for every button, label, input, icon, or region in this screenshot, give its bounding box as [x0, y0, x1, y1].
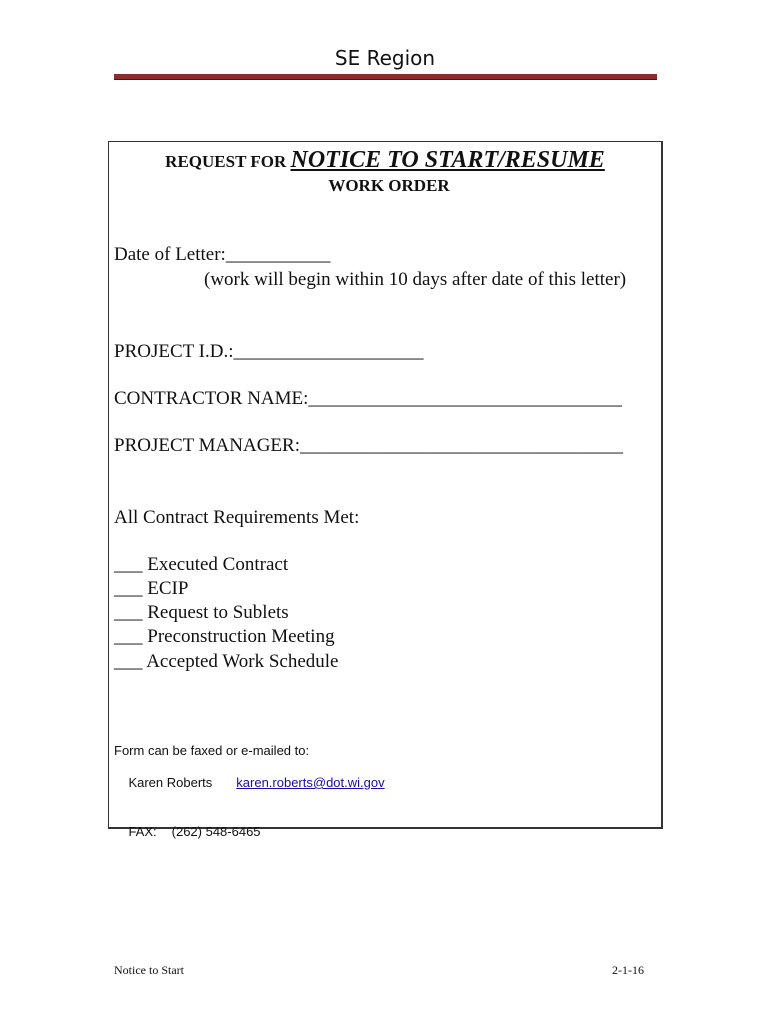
form-title [109, 147, 661, 174]
contact-name: Karen Roberts [128, 775, 213, 790]
date-of-letter-field[interactable]: Date of Letter:___________ [114, 244, 331, 265]
contact-intro: Form can be faxed or e-mailed to: [114, 743, 310, 758]
region-header: SE Region [334, 46, 436, 70]
title-prefix: REQUEST FOR [165, 152, 291, 171]
header-rule-divider [114, 74, 657, 80]
form-subtitle: WORK ORDER [328, 176, 450, 195]
fax-number: (262) 548-6465 [171, 824, 261, 839]
contact-line [114, 760, 385, 805]
project-id-field[interactable]: PROJECT I.D.:____________________ [114, 341, 424, 362]
requirements-heading: All Contract Requirements Met: [114, 507, 360, 528]
footer-doc-name: Notice to Start [114, 963, 184, 977]
checklist-item-preconstruction-meeting[interactable]: ___ Preconstruction Meeting [114, 626, 335, 647]
fax-label: FAX: [128, 824, 157, 839]
checklist-item-accepted-work-schedule[interactable]: ___ Accepted Work Schedule [114, 651, 339, 672]
form-box [108, 141, 663, 839]
checklist-item-executed-contract[interactable]: ___ Executed Contract [114, 554, 289, 575]
title-emphasis: NOTICE TO START/RESUME [290, 147, 605, 173]
checklist-item-request-to-sublets[interactable]: ___ Request to Sublets [114, 602, 289, 623]
contractor-name-field[interactable]: CONTRACTOR NAME:_________________________________ [114, 388, 622, 409]
contact-email-link[interactable]: karen.roberts@dot.wi.gov [236, 775, 385, 790]
project-manager-field[interactable]: PROJECT MANAGER:__________________________________ [114, 435, 623, 456]
date-note: (work will begin within 10 days after date of this letter) [204, 269, 627, 290]
fax-line [114, 809, 261, 854]
checklist-item-ecip[interactable]: ___ ECIP [114, 578, 189, 599]
footer-date: 2-1-16 [612, 963, 644, 977]
